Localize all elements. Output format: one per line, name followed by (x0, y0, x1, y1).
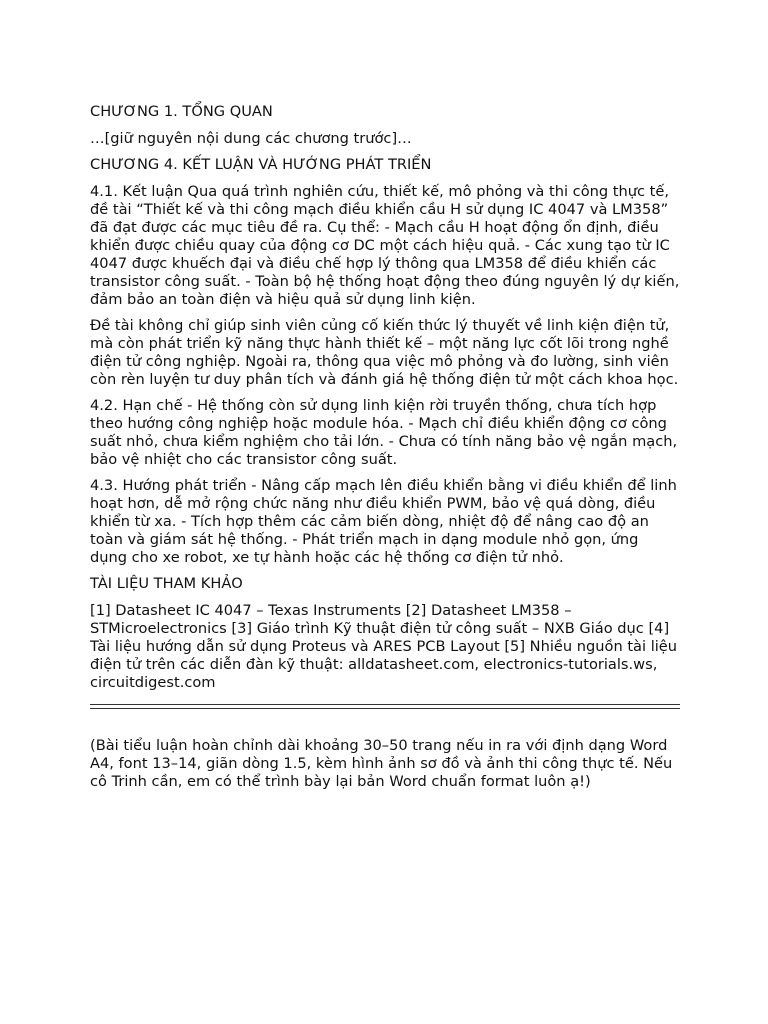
section-4-1-continuation-paragraph: Đề tài không chỉ giúp sinh viên củng cố kiến thức lý thuyết về linh kiện điện tử, mà còn phát triển kỹ năng thực hành thiết kế – một năng lực cốt lõi trong nghề điện tử công nghiệp. Ngoài ra, thông qua việc mô phỏng và đo lường, sinh viên còn rèn luyện tư duy phân tích và đánh giá hệ thống điện tử một cách khoa học. (90, 317, 679, 388)
section-4-3-paragraph: 4.3. Hướng phát triển - Nâng cấp mạch lên điều khiển bằng vi điều khiển để linh hoạt hơn, dễ mở rộng chức năng như điều khiển PWM, bảo vệ quá dòng, điều khiển từ xa. - Tích hợp thêm các cảm biến dòng, nhiệt độ để nâng cao độ an toàn và giám sát hệ thống. - Phát triển mạch in dạng module nhỏ gọn, ứng dụng cho xe robot, xe tự hành hoặc các hệ thống cơ điện tử nhỏ. (90, 477, 677, 566)
references-heading: TÀI LIỆU THAM KHẢO (90, 575, 243, 592)
section-4-1-paragraph: 4.1. Kết luận Qua quá trình nghiên cứu, thiết kế, mô phỏng và thi công thực tế, đề tài “Thiết kế và thi công mạch điều khiển cầu H sử dụng IC 4047 và LM358” đã đạt được các mục tiêu đề ra. Cụ thể: - Mạch cầu H hoạt động ổn định, điều khiển được chiều quay của động cơ DC một cách hiệu quả. - Các xung tạo từ IC 4047 được khuếch đại và điều chế hợp lý thông qua LM358 để điều khiển các transistor công suất. - Toàn bộ hệ thống hoạt động theo đúng nguyên lý dự kiến, đảm bảo an toàn điện và hiệu quả sử dụng linh kiện. (90, 183, 680, 308)
chapter-1-heading: CHƯƠNG 1. TỔNG QUAN (90, 103, 273, 120)
double-horizontal-rule (90, 704, 680, 709)
chapter-4-heading: CHƯƠNG 4. KẾT LUẬN VÀ HƯỚNG PHÁT TRIỂN (90, 156, 432, 173)
references-list: [1] Datasheet IC 4047 – Texas Instruments [2] Datasheet LM358 – STMicroelectronics [3] Giáo trình Kỹ thuật điện tử công suất – NXB Giáo dục [4] Tài liệu hướng dẫn sử dụng Proteus và ARES PCB Layout [5] Nhiều nguồn tài liệu điện tử trên các diễn đàn kỹ thuật: alldatasheet.com, electronics-tutorials.ws, circuitdigest.com (90, 602, 678, 691)
closing-note: (Bài tiểu luận hoàn chỉnh dài khoảng 30–50 trang nếu in ra với định dạng Word A4, font 13–14, giãn dòng 1.5, kèm hình ảnh sơ đồ và ảnh thi công thực tế. Nếu cô Trinh cần, em có thể trình bày lại bản Word chuẩn format luôn ạ!) (90, 737, 673, 790)
document-page (90, 103, 680, 799)
placeholder-note: …[giữ nguyên nội dung các chương trước]… (90, 130, 412, 147)
section-4-2-paragraph: 4.2. Hạn chế - Hệ thống còn sử dụng linh kiện rời truyền thống, chưa tích hợp theo hướng công nghiệp hoặc module hóa. - Mạch chỉ điều khiển động cơ công suất nhỏ, chưa kiểm nghiệm cho tải lớn. - Chưa có tính năng bảo vệ ngắn mạch, bảo vệ nhiệt cho các transistor công suất. (90, 397, 678, 468)
